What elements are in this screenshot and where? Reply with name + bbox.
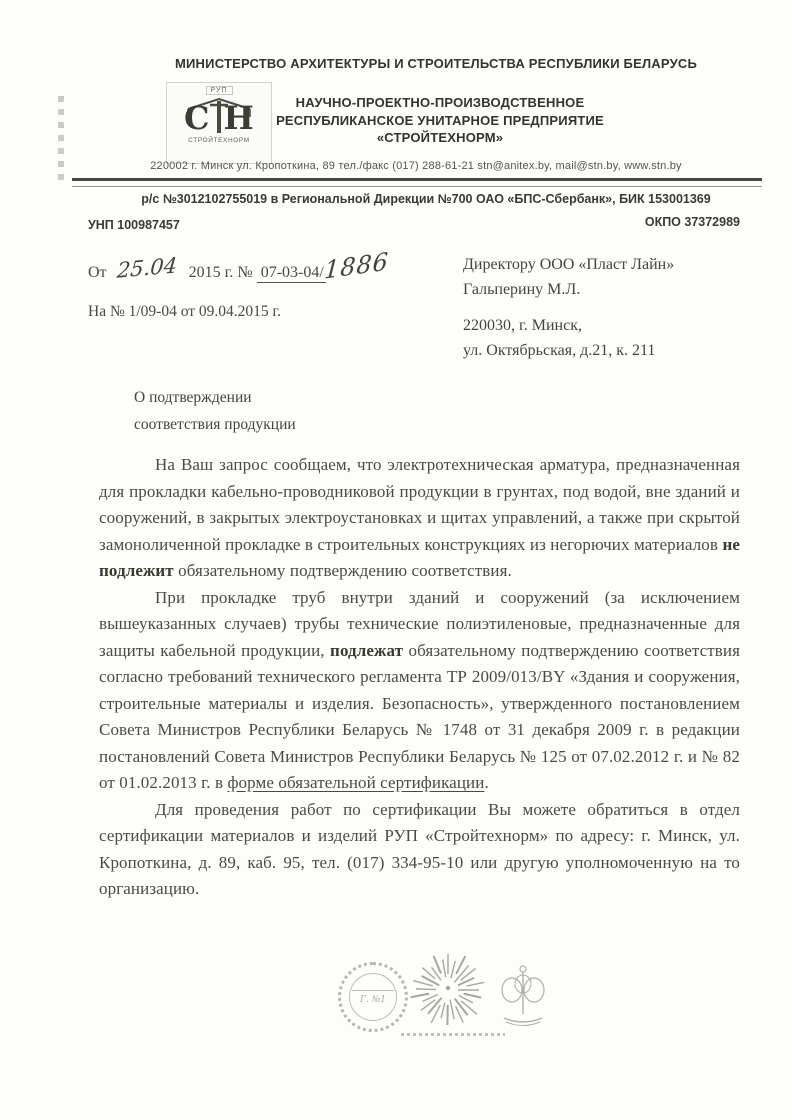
bank-details: р/с №3012102755019 в Региональной Дирекции №700 ОАО «БПС-Сбербанк», БИК 153001369 <box>141 192 711 206</box>
org-name-line2: РЕСПУБЛИКАНСКОЕ УНИТАРНОЕ ПРЕДПРИЯТИЕ <box>276 112 604 128</box>
outgoing-reference-line <box>88 247 390 285</box>
recipient-street: ул. Октябрьская, д.21, к. 211 <box>463 342 656 359</box>
logo-letters: СН <box>184 99 268 137</box>
emblem-stamp-icon <box>499 962 547 1032</box>
recipient-block <box>463 252 674 363</box>
p2-text-mid: обязательному подтверждению соответствия согласно требований технического регламента ТР 2009/013/BY «Здания и сооружения, строительные материалы и изделия. Безопасность», утвержденного постановлением Совета Министров Республики Беларусь № 1748 от 31 декабря 2009 г. в редакции постановлений Совета Министров Республики Беларусь № 125 от 07.02.2012 г. и № 82 от 01.02.2013 г. в <box>99 640 740 792</box>
letter-body <box>99 452 740 903</box>
from-label: От <box>88 264 107 281</box>
header-divider <box>72 178 762 187</box>
incoming-reference-line: На № 1/09-04 от 09.04.2015 г. <box>88 303 282 320</box>
body-paragraph-2 <box>99 585 740 797</box>
logo-rup-label: РУП <box>206 86 233 95</box>
p1-bold-phrase: не подлежит <box>99 534 740 580</box>
body-paragraph-1 <box>99 452 740 585</box>
emblem-stamp <box>499 962 547 1032</box>
handwritten-date: 25.04 <box>115 253 178 283</box>
org-name-line3: «СТРОЙТЕХНОРМ» <box>376 130 504 145</box>
ministry-title: МИНИСТЕРСТВО АРХИТЕКТУРЫ И СТРОИТЕЛЬСТВА РЕСПУБЛИКИ БЕЛАРУСЬ <box>174 56 697 71</box>
contact-line: 220002 г. Минск ул. Кропоткина, 89 тел./факс (017) 288-61-21 stn@anitex.by, mail@stn.by, www.stn.by <box>150 160 682 172</box>
okpo-number: ОКПО 37372989 <box>644 215 740 229</box>
p1-text-end: обязательному подтверждению соответствия. <box>173 561 512 580</box>
organization-name <box>240 94 640 147</box>
subject-line1: О подтверждении <box>134 389 252 406</box>
starburst-stamp-icon <box>402 944 494 1036</box>
p2-underlined-phrase: форме обязательной сертификации <box>227 773 485 792</box>
p2-text-end: . <box>484 773 489 792</box>
subject-block <box>134 384 296 438</box>
recipient-name: Гальперину М.Л. <box>463 281 581 298</box>
round-stamp <box>338 962 408 1032</box>
subject-line2: соответствия продукции <box>134 416 296 433</box>
typed-outgoing-number: 07-03-04/ <box>257 264 326 283</box>
handwritten-outgoing-number: 1886 <box>323 247 390 285</box>
round-stamp-text: Г. №1 <box>360 995 386 1005</box>
round-stamp-inner-ring <box>349 973 397 1021</box>
stamp-caption-illegible <box>401 1033 505 1036</box>
starburst-stamp <box>402 944 494 1036</box>
recipient-postcode-city: 220030, г. Минск, <box>463 317 582 334</box>
p1-text: На Ваш запрос сообщаем, что электротехническая арматура, предназначенная для прокладки кабельно-проводниковой продукции в грунтах, под водой, вне зданий и сооружений, в закрытых электроустановках и щитах управлений, а также при скрытой замоноличенной прокладке в строительных конструкциях из негорючих материалов <box>99 455 740 554</box>
body-paragraph-3: Для проведения работ по сертификации Вы можете обратиться в отдел сертификации материалов и изделий РУП «Стройтехнорм» по адресу: г. Минск, ул. Кропоткина, д. 89, каб. 95, тел. (017) 334-95-10 или другую уполномоченную на то организацию. <box>99 799 740 898</box>
logo-subtitle: СТРОЙТЕХНОРМ <box>188 137 250 144</box>
p2-text: При прокладке труб внутри зданий и сооружений (за исключением вышеуказанных случаев) трубы технические полиэтиленовые, предназначенные для защиты кабельной продукции, <box>99 587 740 660</box>
unp-number: УНП 100987457 <box>88 218 180 232</box>
year-and-number-label: 2015 г. № <box>188 264 253 281</box>
org-name-line1: НАУЧНО-ПРОЕКТНО-ПРОИЗВОДСТВЕННОЕ <box>295 95 585 110</box>
recipient-title: Директору ООО «Пласт Лайн» <box>463 256 675 273</box>
scan-artifact <box>58 96 64 180</box>
p2-bold-phrase: подлежат <box>330 640 404 660</box>
